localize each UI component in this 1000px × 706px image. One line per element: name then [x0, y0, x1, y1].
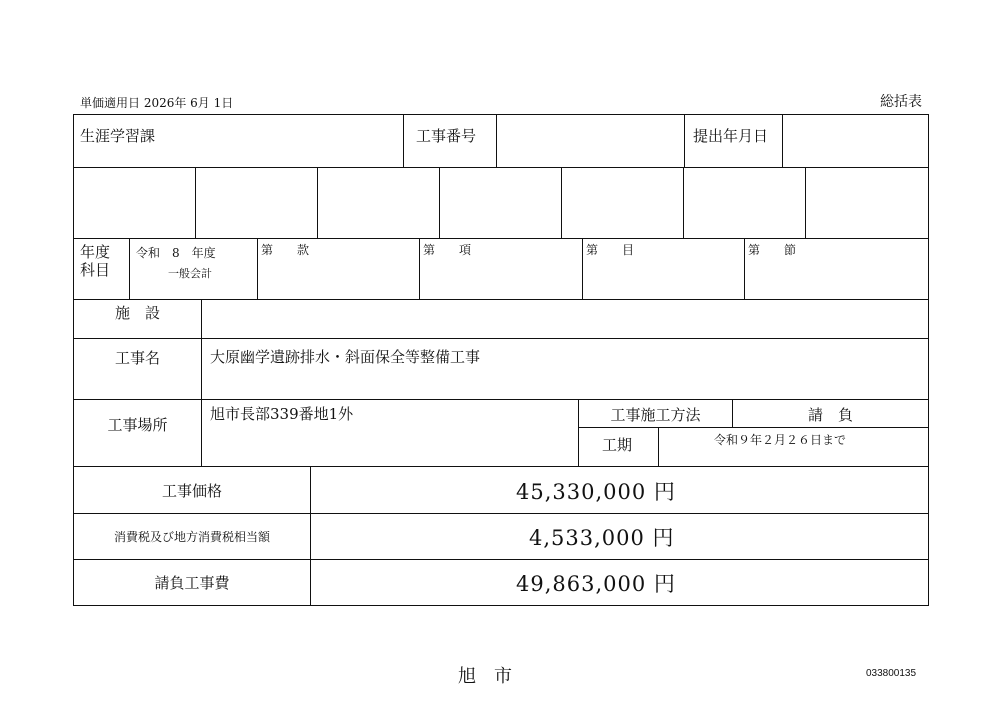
period-value: 令和９年２月２６日まで	[714, 433, 847, 447]
subject-label: 科目	[80, 261, 111, 279]
work-name-label: 工事名	[114, 349, 160, 367]
work-number-field	[498, 116, 682, 165]
work-place-value: 旭市長部339番地1外	[210, 405, 354, 423]
budget-moku: 第 目	[586, 243, 635, 257]
method-value: 請 負	[807, 406, 853, 424]
total-label: 請負工事費	[154, 574, 230, 592]
year-label: 年度	[80, 243, 111, 261]
total-value: 49,863,000 円	[516, 572, 676, 596]
budget-kou: 第 項	[423, 243, 472, 257]
facility-label: 施 設	[114, 304, 160, 322]
work-place-label: 工事場所	[107, 416, 168, 434]
tax-value: 4,533,000 円	[529, 526, 675, 550]
budget-setsu: 第 節	[748, 243, 797, 257]
price-label: 工事価格	[161, 482, 222, 500]
price-value: 45,330,000 円	[516, 480, 676, 504]
blank-cell	[75, 169, 193, 236]
submit-date-label: 提出年月日	[693, 127, 769, 145]
work-name-value: 大原幽学遺跡排水・斜面保全等整備工事	[210, 348, 481, 366]
department: 生涯学習課	[80, 127, 156, 145]
city-name: 旭 市	[458, 666, 512, 687]
year-subject-label	[80, 243, 110, 279]
budget-kan: 第 款	[261, 243, 310, 257]
submit-date-field	[784, 116, 926, 165]
period-label: 工期	[602, 436, 633, 454]
unit-price-date: 単価適用日 2026年 6月 1日	[80, 96, 234, 110]
work-number-label: 工事番号	[416, 127, 477, 145]
sheet-title: 総括表	[880, 94, 922, 110]
doc-code: 033800135	[866, 668, 917, 679]
method-label: 工事施工方法	[610, 406, 701, 424]
general-account: 一般会計	[168, 267, 212, 280]
tax-label: 消費税及び地方消費税相当額	[113, 530, 270, 544]
era-year: 令和 8 年度	[136, 246, 216, 260]
